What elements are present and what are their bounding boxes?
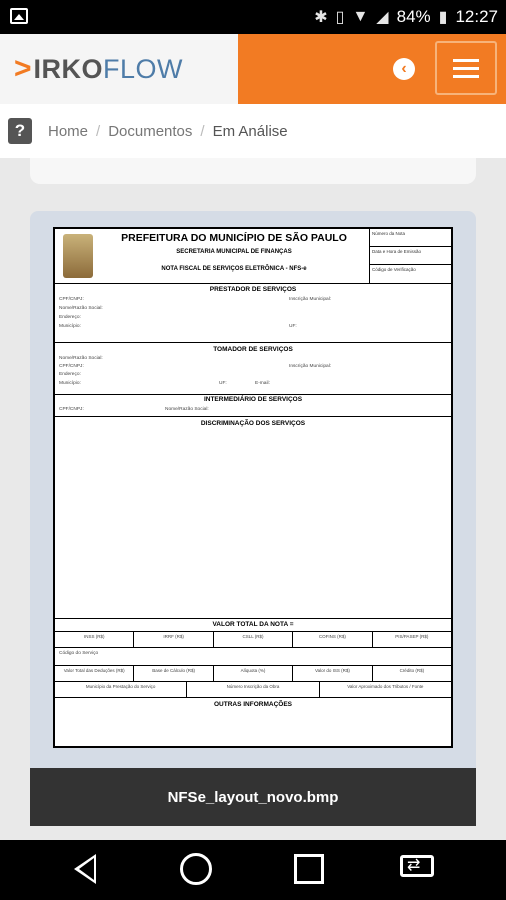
doc-cell: INSS (R$)	[55, 632, 134, 647]
help-icon[interactable]: ?	[8, 118, 32, 144]
system-nav-bar	[0, 840, 506, 900]
doc-field: UF:	[219, 381, 227, 386]
doc-field: Código do Serviço	[59, 651, 99, 656]
breadcrumb-bar	[0, 104, 506, 159]
doc-field: CPF/CNPJ:	[59, 364, 84, 369]
document-image[interactable]	[53, 227, 453, 748]
back-circle-icon[interactable]: ‹	[393, 58, 415, 80]
section-title: DISCRIMINAÇÃO DOS SERVIÇOS	[200, 420, 306, 427]
rotate-screen-icon[interactable]	[400, 855, 434, 877]
intermediario-section	[55, 395, 451, 417]
doc-header	[55, 229, 451, 284]
doc-field: UF:	[289, 324, 297, 329]
doc-field: Endereço:	[59, 315, 81, 320]
section-title: INTERMEDIÁRIO DE SERVIÇOS	[203, 396, 303, 403]
city-crest-icon	[63, 234, 93, 278]
doc-field: Nome/Razão Social:	[59, 306, 103, 311]
doc-field: Nome/Razão Social:	[165, 407, 209, 412]
doc-field: Data e Hora de Emissão	[370, 247, 452, 265]
file-name-bar[interactable]	[30, 768, 476, 826]
doc-field: Município:	[59, 381, 81, 386]
codigo-servico-section	[55, 648, 451, 666]
valor-total-section	[55, 619, 451, 632]
doc-cell: Número Inscrição da Obra	[187, 682, 319, 697]
doc-field: Inscrição Municipal:	[289, 297, 332, 302]
battery-text: 84%	[396, 7, 431, 26]
calc-row	[55, 666, 451, 682]
doc-cell: CSLL (R$)	[214, 632, 293, 647]
breadcrumb-home[interactable]: Home	[48, 122, 89, 140]
hamburger-menu-button[interactable]	[435, 41, 497, 95]
outras-informacoes-section	[55, 698, 451, 746]
doc-field: Inscrição Municipal:	[289, 364, 332, 369]
doc-cell: Valor do ISS (R$)	[293, 666, 372, 681]
main-content	[0, 158, 506, 840]
doc-cell: Município da Prestação do Serviço	[55, 682, 187, 697]
breadcrumb-separator: /	[200, 122, 205, 140]
doc-cell: IRRF (R$)	[134, 632, 213, 647]
breadcrumb-current: Em Análise	[212, 122, 288, 140]
prestador-section	[55, 283, 451, 343]
app-logo[interactable]	[0, 34, 238, 104]
doc-cell: COFINS (R$)	[293, 632, 372, 647]
doc-cell: PIS/PASEP (R$)	[395, 634, 429, 639]
doc-field: Endereço:	[59, 372, 81, 377]
doc-field: Número da Nota	[370, 229, 452, 247]
previous-panel	[30, 158, 476, 184]
doc-cell: Base de Cálculo (R$)	[134, 666, 213, 681]
breadcrumb-documentos[interactable]: Documentos	[108, 122, 193, 140]
clock: 12:27	[455, 7, 498, 26]
image-notification-icon	[10, 8, 28, 24]
discriminacao-section	[55, 417, 451, 619]
section-title: OUTRAS INFORMAÇÕES	[214, 701, 292, 708]
doc-subtitle: SECRETARIA MUNICIPAL DE FINANÇAS	[176, 249, 292, 255]
status-right	[314, 0, 498, 34]
status-bar	[0, 0, 506, 34]
doc-cell: Alíquota (%)	[214, 666, 293, 681]
logo-flow: FLOW	[103, 53, 184, 84]
wifi-icon: ▼	[352, 8, 369, 25]
menu-line	[453, 59, 479, 62]
doc-field: CPF/CNPJ:	[59, 297, 84, 302]
doc-field: E-mail:	[255, 381, 270, 386]
doc-cell: Valor Aproximado dos Tributos / Fonte	[347, 684, 424, 689]
section-title: PRESTADOR DE SERVIÇOS	[209, 286, 297, 293]
vibrate-icon: ▯	[335, 9, 345, 26]
logo-irko: IRKO	[33, 53, 104, 84]
extra-row	[55, 682, 451, 698]
signal-icon: ◢	[376, 9, 389, 26]
doc-cell: Crédito (R$)	[399, 668, 425, 673]
document-preview-card	[30, 211, 476, 768]
menu-line	[453, 67, 479, 70]
doc-field: Município:	[59, 324, 81, 329]
tomador-section	[55, 343, 451, 395]
doc-type: NOTA FISCAL DE SERVIÇOS ELETRÔNICA - NFS-e	[161, 266, 307, 272]
doc-title: PREFEITURA DO MUNICÍPIO DE SÃO PAULO	[121, 232, 347, 244]
breadcrumb	[48, 123, 288, 140]
bluetooth-icon: ✱	[314, 9, 328, 26]
doc-cell: Valor Total das Deduções (R$)	[55, 666, 134, 681]
battery-icon: ▮	[438, 9, 448, 26]
file-name: NFSe_layout_novo.bmp	[167, 788, 339, 806]
app-header	[0, 34, 506, 104]
nav-back-icon[interactable]	[74, 854, 96, 884]
tax-row	[55, 632, 451, 648]
header-actions	[238, 34, 506, 104]
menu-line	[453, 75, 479, 78]
nav-recents-icon[interactable]	[294, 854, 324, 884]
doc-field: Código de Verificação	[372, 267, 416, 272]
doc-field: CPF/CNPJ:	[59, 407, 84, 412]
doc-field: Nome/Razão Social:	[59, 356, 103, 361]
nav-home-icon[interactable]	[180, 853, 212, 885]
doc-right-fields	[369, 229, 452, 283]
section-title: TOMADOR DE SERVIÇOS	[213, 346, 293, 353]
section-title: VALOR TOTAL DA NOTA =	[212, 621, 294, 628]
breadcrumb-separator: /	[96, 122, 101, 140]
logo-chevron-icon: >	[14, 52, 26, 85]
